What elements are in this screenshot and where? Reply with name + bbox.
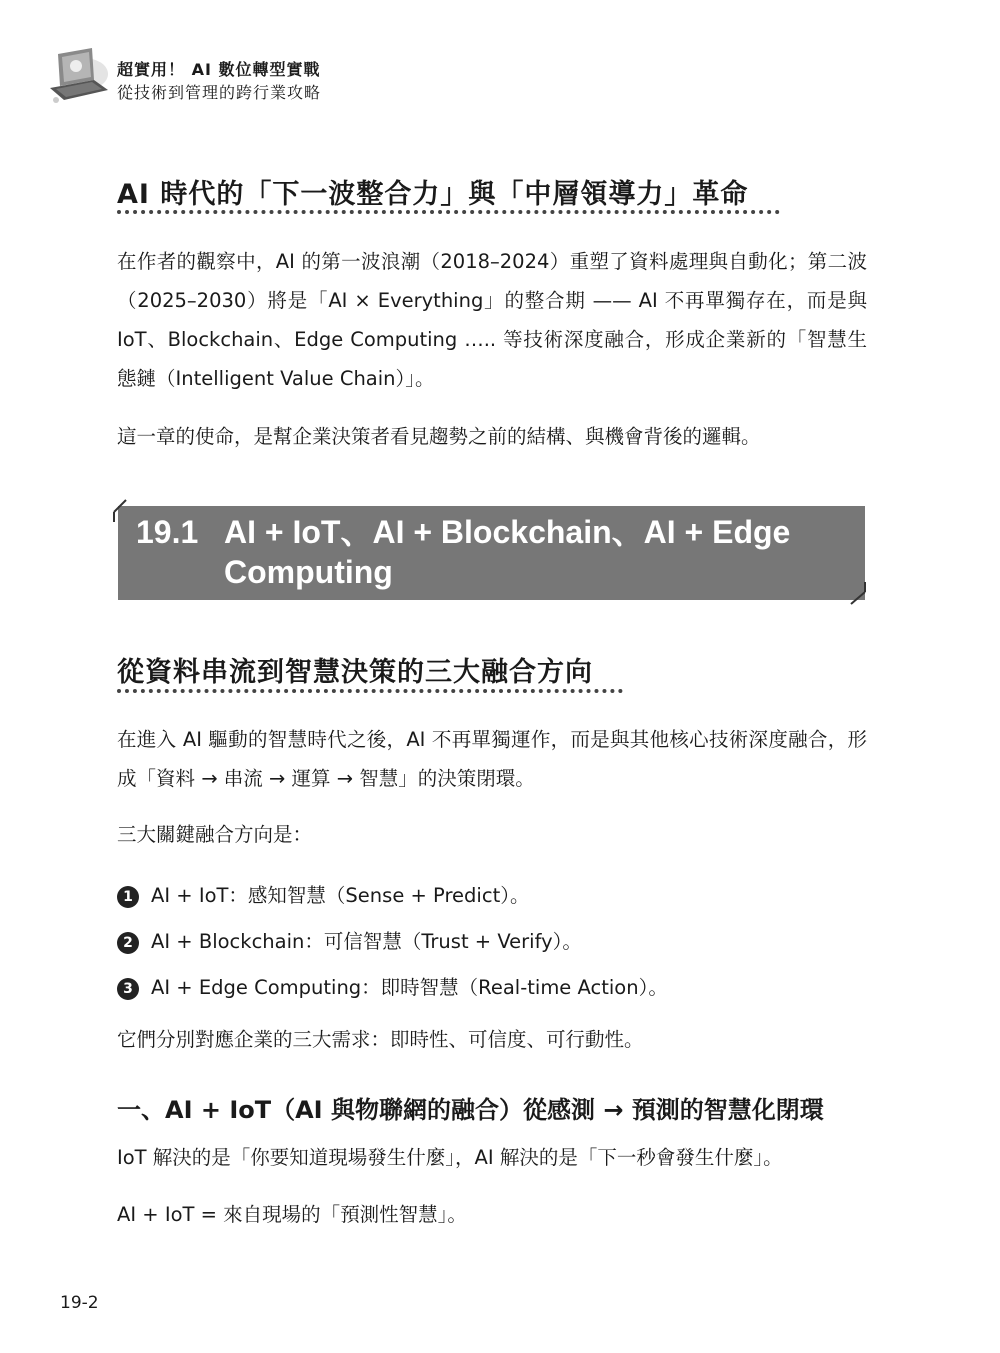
banner-corner-mark: [848, 580, 868, 606]
list-item: [117, 926, 582, 954]
page-number: 19-2: [60, 1293, 99, 1313]
subsection-paragraph: IoT 解決的是「你要知道現場發生什麼」，AI 解決的是「下一秒會發生什麼」。: [117, 1146, 783, 1169]
summary-paragraph: 它們分別對應企業的三大需求：即時性、可信度、可行動性。: [117, 1028, 644, 1051]
list-item: [117, 880, 529, 908]
banner-corner-mark: [108, 498, 128, 524]
list-item: [117, 972, 668, 1000]
intro-paragraph: 這一章的使命，是幫企業決策者看見趨勢之前的結構、與機會背後的邏輯。: [117, 425, 761, 448]
book-logo-laptop-icon: [44, 44, 112, 106]
list-item-text: AI + IoT：感知智慧（Sense + Predict）。: [151, 884, 530, 907]
list-item-text: AI + Edge Computing：即時智慧（Real-time Action）。: [151, 976, 668, 999]
intro-paragraph: 在作者的觀察中，AI 的第一波浪潮（2018–2024）重塑了資料處理與自動化；第二波（2025–2030）將是「AI × Everything」的整合期 —— AI 不再單獨存在，而是與 IoT、Blockchain、Edge Computing ….. 等技術深度融合，形成企業新的「智慧生態鏈（Intelligent Value Chain）」。: [117, 250, 867, 390]
book-subtitle: 從技術到管理的跨行業攻略: [117, 83, 322, 102]
heading-dotted-underline: [117, 689, 623, 693]
section-number: 19.1: [136, 514, 199, 550]
chapter-section-banner: [118, 506, 865, 600]
section-title: AI + IoT、AI + Blockchain、AI + Edge: [224, 514, 791, 550]
number-badge-icon: 1: [117, 886, 139, 908]
section-title-cont: Computing: [224, 554, 393, 590]
list-intro: 三大關鍵融合方向是：: [117, 823, 313, 846]
subsection-paragraph: AI + IoT = 來自現場的「預測性智慧」。: [117, 1203, 467, 1226]
section-heading: AI 時代的「下一波整合力」與「中層領導力」革命: [117, 179, 749, 210]
book-title: 超實用！ AI 數位轉型實戰: [117, 60, 321, 79]
number-badge-icon: 2: [117, 932, 139, 954]
subheading: 從資料串流到智慧決策的三大融合方向: [117, 657, 593, 688]
number-badge-icon: 3: [117, 978, 139, 1000]
body-paragraph: 在進入 AI 驅動的智慧時代之後，AI 不再單獨運作，而是與其他核心技術深度融合，形成「資料 → 串流 → 運算 → 智慧」的決策閉環。: [117, 728, 867, 790]
subsection-heading: 一、AI + IoT（AI 與物聯網的融合）從感測 → 預測的智慧化閉環: [117, 1096, 824, 1124]
heading-dotted-underline: [117, 210, 780, 214]
list-item-text: AI + Blockchain：可信智慧（Trust + Verify）。: [151, 930, 582, 953]
